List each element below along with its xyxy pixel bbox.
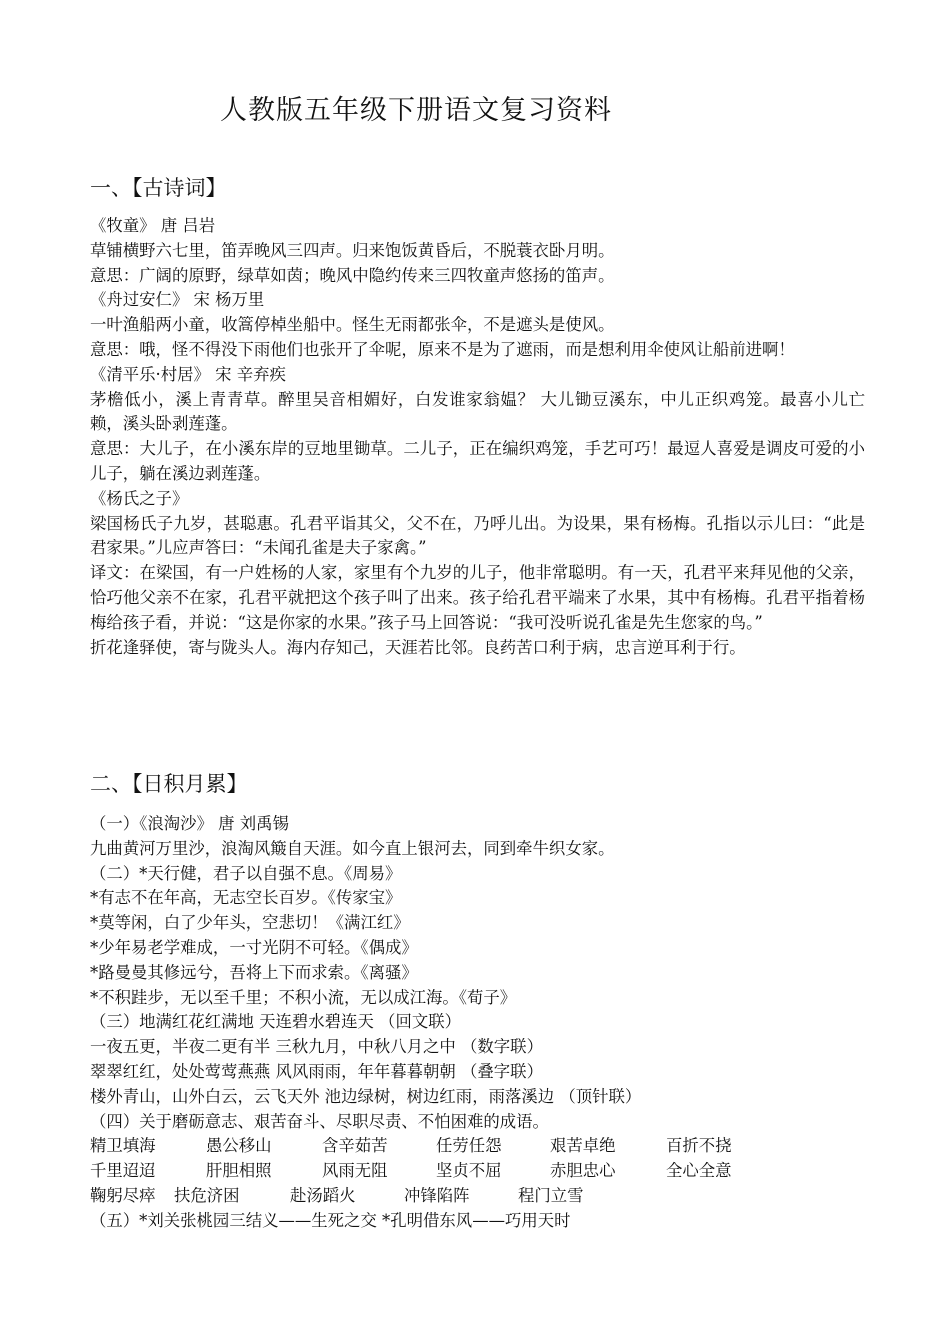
- idiom: 肝胆相照: [206, 1161, 272, 1181]
- couplet-diezi: 翠翠红红，处处莺莺燕燕 风风雨雨，年年暮暮朝朝 （叠字联）: [90, 1061, 543, 1081]
- quote-xunzi: *不积跬步，无以至千里；不积小流，无以成江海。《荀子》: [90, 987, 517, 1007]
- section-heading-ancient-poetry: 一、【古诗词】: [90, 176, 227, 200]
- idiom: 鞠躬尽瘁: [90, 1185, 156, 1205]
- idiom: 风雨无阻: [322, 1161, 388, 1181]
- idiom: 艰苦卓绝: [550, 1136, 616, 1156]
- section-daily-accumulation-body: [90, 812, 865, 1234]
- section-heading-daily-accumulation: 二、【日积月累】: [90, 772, 248, 796]
- idiom: 任劳任怨: [436, 1136, 502, 1156]
- text-yangshi: 梁国杨氏子九岁，甚聪惠。孔君平诣其父，父不在，乃呼儿出。为设果，果有杨梅。孔指以示儿曰：“此是君家果。”儿应声答曰：“未闻孔雀是夫子家禽。”: [90, 513, 865, 558]
- idiom: 愚公移山: [206, 1136, 272, 1156]
- idiom-row: [90, 1184, 865, 1209]
- idiom: 百折不挠: [666, 1136, 732, 1156]
- poem-text-zhouguo: 一叶渔船两小童，收篙停棹坐船中。怪生无雨都张伞，不是遮头是使风。: [90, 315, 615, 335]
- meaning-mutong: 意思：广阔的原野，绿草如茵；晚风中隐约传来三四牧童声悠扬的笛声。: [90, 265, 615, 285]
- langtaosha-text: 九曲黄河万里沙，浪淘风簸自天涯。如今直上银河去，同到牵牛织女家。: [90, 838, 615, 858]
- translation-yangshi: 译文：在梁国，有一户姓杨的人家，家里有个九岁的儿子，他非常聪明。有一天，孔君平来拜见他的父亲，恰巧他父亲不在家，孔君平就把这个孩子叫了出来。孩子给孔君平端来了水果，其中有杨梅。孔君平指着杨梅给孩子看，并说：“这是你家的水果。”孩子马上回答说：“我可没听说孔雀是先生您家的鸟。”: [90, 563, 865, 632]
- idiom: 赤胆忠心: [550, 1161, 616, 1181]
- meaning-zhouguo: 意思：哦，怪不得没下雨他们也张开了伞呢，原来不是为了遮雨，而是想利用伞使风让船前进啊！: [90, 339, 795, 359]
- quote-manjianghong: *莫等闲，白了少年头，空悲切！《满江红》: [90, 913, 410, 933]
- quote-oucheng: *少年易老学难成，一寸光阴不可轻。《偶成》: [90, 937, 418, 957]
- poem-text-mutong: 草铺横野六七里，笛弄晚风三四声。归来饱饭黄昏后，不脱蓑衣卧月明。: [90, 240, 615, 260]
- idiom: 千里迢迢: [90, 1161, 156, 1181]
- document-title: 人教版五年级下册语文复习资料: [220, 95, 612, 126]
- quote-lisao: *路曼曼其修远兮，吾将上下而求索。《离骚》: [90, 962, 418, 982]
- quote-chuanjiabao: *有志不在年高，无志空长百岁。《传家宝》: [90, 888, 402, 908]
- idiom: 赴汤蹈火: [290, 1185, 356, 1205]
- langtaosha-title: （一）《浪淘沙》 唐 刘禹锡: [90, 814, 289, 833]
- couplet-huiwen: （三）地满红花红满地 天连碧水碧连天 （回文联）: [90, 1012, 462, 1032]
- proverb-line: 折花逢驿使，寄与陇头人。海内存知己，天涯若比邻。良药苦口利于病，忠言逆耳利于行。: [90, 637, 746, 657]
- poem-title-mutong: 《牧童》 唐 吕岩: [90, 216, 216, 235]
- quote-zhouyi: （二）*天行健，君子以自强不息。《周易》: [90, 863, 402, 883]
- allegory-line: （五）*刘关张桃园三结义——生死之交 *孔明借东风——巧用天时: [90, 1210, 571, 1230]
- meaning-qingpingle: 意思：大儿子，在小溪东岸的豆地里锄草。二儿子，正在编织鸡笼，手艺可巧！最逗人喜爱是调皮可爱的小儿子，躺在溪边剥莲蓬。: [90, 439, 865, 483]
- text-title-yangshi: 《杨氏之子》: [90, 488, 189, 508]
- idiom: 程门立雪: [518, 1185, 584, 1205]
- idiom: 坚贞不屈: [436, 1161, 502, 1181]
- section-ancient-poetry-body: [90, 214, 865, 660]
- poem-text-qingpingle: 茅檐低小，溪上青青草。醉里吴音相媚好，白发谁家翁媪？ 大儿锄豆溪东，中儿正织鸡笼。最喜小儿亡赖，溪头卧剥莲蓬。: [90, 389, 865, 434]
- couplet-shuzi: 一夜五更，半夜二更有半 三秋九月，中秋八月之中 （数字联）: [90, 1037, 543, 1057]
- idiom: 扶危济困: [174, 1185, 240, 1205]
- idiom-row: [90, 1134, 865, 1159]
- idiom: 精卫填海: [90, 1136, 156, 1156]
- idiom: 冲锋陷阵: [404, 1185, 470, 1205]
- idiom-row: [90, 1159, 865, 1184]
- idiom: 含辛茹苦: [322, 1136, 388, 1156]
- poem-title-qingpingle: 《清平乐·村居》 宋 辛弃疾: [90, 364, 286, 384]
- idioms-intro: （四）关于磨砺意志、艰苦奋斗、尽职尽责、不怕困难的成语。: [90, 1111, 549, 1131]
- poem-title-zhouguo: 《舟过安仁》 宋 杨万里: [90, 290, 265, 310]
- idiom: 全心全意: [666, 1161, 732, 1181]
- couplet-dingzhen: 楼外青山，山外白云，云飞天外 池边绿树，树边红雨，雨落溪边 （顶针联）: [90, 1086, 642, 1106]
